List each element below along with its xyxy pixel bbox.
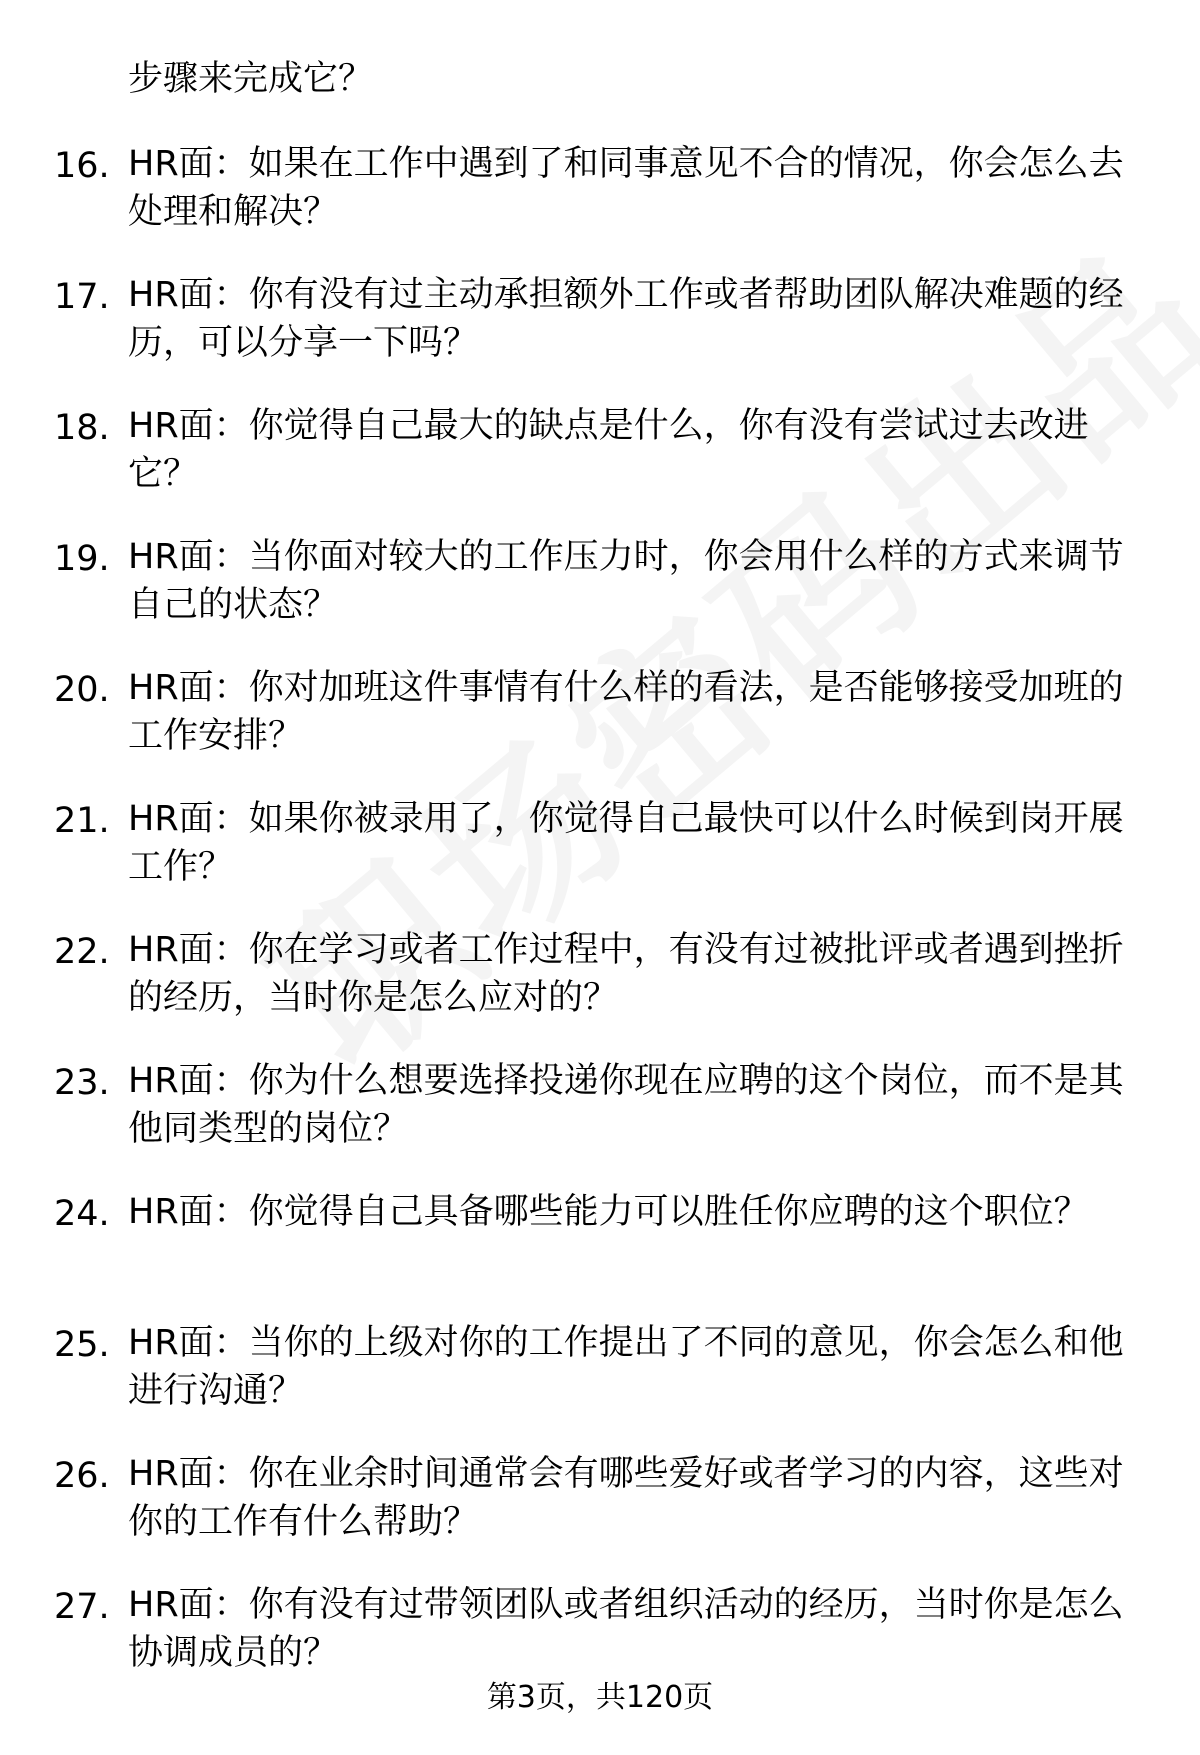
question-number: 18. <box>54 408 110 448</box>
question-text: HR面：你有没有过带领团队或者组织活动的经历，当时你是怎么协调成员的？ <box>128 1585 1124 1673</box>
question-item <box>0 795 1200 926</box>
page-number-label: 第3页，共120页 <box>486 1680 714 1715</box>
question-text: HR面：你觉得自己最大的缺点是什么，你有没有尝试过去改进它？ <box>128 406 1089 494</box>
question-text: HR面：你对加班这件事情有什么样的看法，是否能够接受加班的工作安排？ <box>128 668 1124 756</box>
question-item <box>0 1188 1200 1319</box>
question-text: HR面：如果在工作中遇到了和同事意见不合的情况，你会怎么去处理和解决？ <box>128 144 1124 232</box>
question-item <box>0 140 1200 271</box>
question-item <box>0 926 1200 1057</box>
question-number: 23. <box>54 1063 110 1103</box>
question-number: 21. <box>54 801 110 841</box>
question-text: HR面：你在学习或者工作过程中，有没有过被批评或者遇到挫折的经历，当时你是怎么应对的？ <box>128 930 1124 1018</box>
question-text: HR面：当你的上级对你的工作提出了不同的意见，你会怎么和他进行沟通？ <box>128 1323 1124 1411</box>
question-number: 26. <box>54 1456 110 1496</box>
question-text: HR面：你觉得自己具备哪些能力可以胜任你应聘的这个职位？ <box>128 1192 1089 1232</box>
question-text: HR面：如果你被录用了，你觉得自己最快可以什么时候到岗开展工作？ <box>128 799 1124 887</box>
question-text: HR面：你在业余时间通常会有哪些爱好或者学习的内容，这些对你的工作有什么帮助？ <box>128 1454 1124 1542</box>
question-number: 19. <box>54 539 110 579</box>
question-number: 25. <box>54 1325 110 1365</box>
question-text: HR面：当你面对较大的工作压力时，你会用什么样的方式来调节自己的状态？ <box>128 537 1124 625</box>
question-item <box>0 1450 1200 1581</box>
question-number: 17. <box>54 277 110 317</box>
question-list <box>0 140 1200 1712</box>
question-item <box>0 533 1200 664</box>
question-number: 27. <box>54 1587 110 1627</box>
question-number: 24. <box>54 1194 110 1234</box>
question-text: HR面：你有没有过主动承担额外工作或者帮助团队解决难题的经历，可以分享一下吗？ <box>128 275 1124 363</box>
page-footer <box>0 1678 1200 1718</box>
question-number: 16. <box>54 146 110 186</box>
question-item <box>0 1057 1200 1188</box>
question-item <box>0 271 1200 402</box>
continuation-text: 步骤来完成它？ <box>128 59 374 99</box>
question-text: HR面：你为什么想要选择投递你现在应聘的这个岗位，而不是其他同类型的岗位？ <box>128 1061 1124 1149</box>
question-number: 20. <box>54 670 110 710</box>
question-number: 22. <box>54 932 110 972</box>
question-item <box>0 664 1200 795</box>
question-item <box>0 1319 1200 1450</box>
question-item <box>0 402 1200 533</box>
